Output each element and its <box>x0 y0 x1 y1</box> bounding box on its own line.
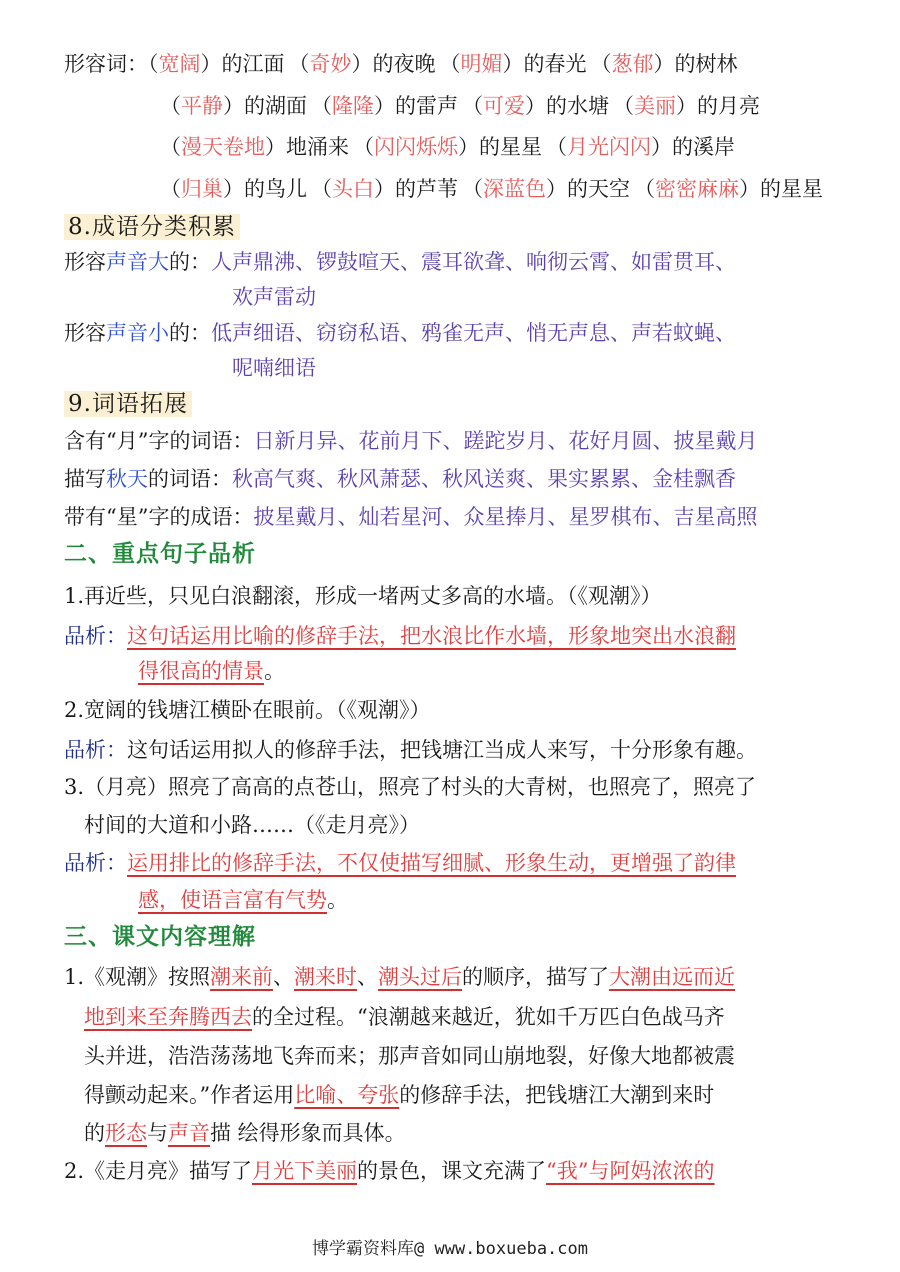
star-idioms-line: 带有“星”字的成语：披星戴月、灿若星河、众星捧月、星罗棋布、吉星高照 <box>64 505 758 529</box>
adjective-item: （头白）的芦苇 <box>311 177 458 201</box>
adjective-item: （宽阔）的江面 <box>148 52 285 76</box>
idiom-section-heading: 8.成语分类积累 <box>64 208 860 246</box>
adjective-item: （美丽）的月亮 <box>613 94 760 118</box>
analysis-2: 品析：这句话运用拟人的修辞手法，把钱塘江当成人来写，十分形象有趣。 <box>64 738 757 762</box>
loud-idioms-line-1: 形容声音大的：人声鼎沸、锣鼓喧天、震耳欲聋、响彻云霄、如雷贯耳、 <box>64 250 736 274</box>
content-understanding-heading: 三、课文内容理解 <box>64 923 256 950</box>
adjective-item: （隆隆）的雷声 <box>311 94 458 118</box>
moon-words-line: 含有“月”字的词语：日新月异、花前月下、蹉跎岁月、花好月圆、披星戴月 <box>64 429 758 453</box>
sentence-3-line-2: 村间的大道和小路……（《走月亮》） <box>84 813 420 837</box>
expansion-section-heading: 9.词语拓展 <box>64 385 860 423</box>
adjective-row-3 <box>160 128 860 166</box>
loud-idioms-line-2: 欢声雷动 <box>232 285 316 309</box>
analysis-1-line-1: 品析：这句话运用比喻的修辞手法，把水浪比作水墙，形象地突出水浪翻 <box>64 624 736 648</box>
sentence-2: 2.宽阔的钱塘江横卧在眼前。（《观潮》） <box>64 698 431 722</box>
adjective-item: （奇妙）的夜晚 <box>288 52 436 76</box>
adjective-item: （密密麻麻）的星星 <box>634 177 823 201</box>
footer-watermark: 博学霸资料库@ www.boxueba.com <box>312 1239 588 1259</box>
adjective-item: （可爱）的水塘 <box>462 94 609 118</box>
adjective-item: （明媚）的春光 <box>439 52 587 76</box>
content-2-line-1: 2.《走月亮》描写了月光下美丽的景色，课文充满了“我”与阿妈浓浓的 <box>64 1159 715 1183</box>
adjective-item: （葱郁）的树林 <box>590 52 738 76</box>
content-1-line-5: 的形态与声音描 绘得形象而具体。 <box>84 1121 406 1145</box>
content-1-line-4: 得颤动起来。”作者运用比喻、夸张的修辞手法，把钱塘江大潮到来时 <box>84 1083 715 1107</box>
adjective-item: （月光闪闪）的溪岸 <box>546 135 735 159</box>
quiet-idioms-line-2: 呢喃细语 <box>232 356 316 380</box>
adjective-item: （归巢）的鸟儿 <box>160 177 307 201</box>
analysis-3-line-1: 品析：运用排比的修辞手法，不仅使描写细腻、形象生动，更增强了韵律 <box>64 851 736 875</box>
adjective-item: （闪闪烁烁）的星星 <box>353 135 542 159</box>
sentence-analysis-heading: 二、重点句子品析 <box>64 540 256 567</box>
autumn-words-line: 描写秋天的词语：秋高气爽、秋风萧瑟、秋风送爽、果实累累、金桂飘香 <box>64 467 736 491</box>
adjective-row-4 <box>160 170 860 208</box>
adjective-item: （漫天卷地）地涌来 <box>160 135 349 159</box>
content-1-line-3: 头并进，浩浩荡荡地飞奔而来；那声音如同山崩地裂，好像大地都被震 <box>84 1044 735 1068</box>
sentence-1: 1.再近些，只见白浪翻滚，形成一堵两丈多高的水墙。（《观潮》） <box>64 584 662 608</box>
adjective-item: （深蓝色）的天空 <box>462 177 630 201</box>
adjective-item: （平静）的湖面 <box>160 94 307 118</box>
analysis-3-line-2: 感，使语言富有气势。 <box>138 888 348 912</box>
content-1-line-1: 1.《观潮》按照潮来前、潮来时、潮头过后的顺序，描写了大潮由远而近 <box>64 965 736 989</box>
adjective-label: 形容词： <box>64 52 148 76</box>
analysis-1-line-2: 得很高的情景。 <box>138 659 285 683</box>
adjective-row-1 <box>64 45 860 83</box>
content-1-line-2: 地到来至奔腾西去的全过程。“浪潮越来越近，犹如千万匹白色战马齐 <box>84 1005 725 1029</box>
adjective-row-2 <box>160 87 860 125</box>
quiet-idioms-line-1: 形容声音小的：低声细语、窃窃私语、鸦雀无声、悄无声息、声若蚊蝇、 <box>64 321 736 345</box>
sentence-3-line-1: 3.（月亮）照亮了高高的点苍山，照亮了村头的大青树，也照亮了，照亮了 <box>64 775 757 799</box>
